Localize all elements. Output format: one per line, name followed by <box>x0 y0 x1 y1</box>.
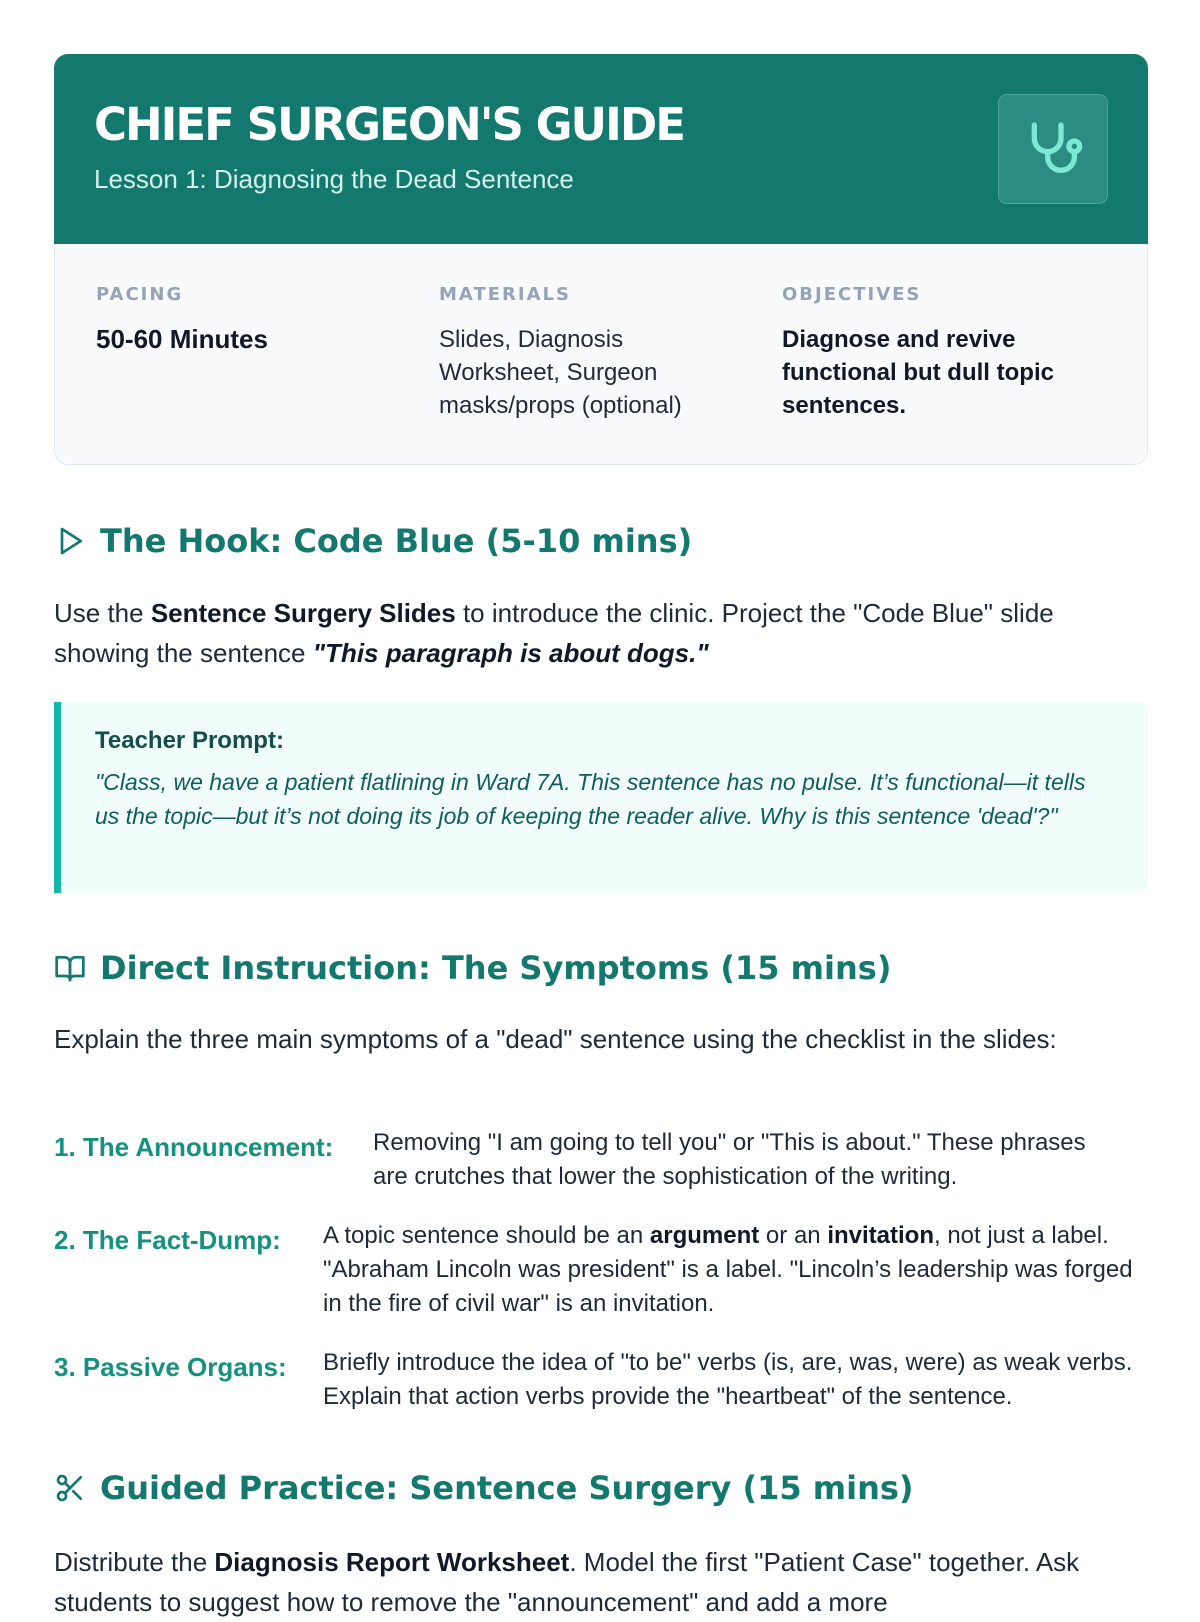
symptom-item <box>54 1346 1143 1414</box>
text: Distribute the <box>54 1547 215 1577</box>
section-heading-instruction <box>54 949 891 987</box>
meta-materials <box>439 284 729 422</box>
header-icon-box <box>998 94 1108 204</box>
practice-paragraph <box>54 1542 1154 1622</box>
lesson-header <box>54 54 1148 244</box>
play-icon <box>54 525 86 557</box>
text: , not just a label. "Abraham Lincoln was president" is a label. "Lincoln’s leadership was forged in the fire of civil war" is an invitation. <box>323 1222 1133 1317</box>
text: A topic sentence should be an <box>323 1222 650 1249</box>
symptom-label: 1. The Announcement: <box>54 1132 334 1162</box>
meta-value: Slides, Diagnosis Worksheet, Surgeon masks/props (optional) <box>439 326 682 419</box>
symptom-label: 3. Passive Organs: <box>54 1352 287 1382</box>
section-title: The Hook: Code Blue (5-10 mins) <box>100 522 693 560</box>
open-book-icon <box>54 952 86 984</box>
prompt-label: Teacher Prompt: <box>95 727 284 754</box>
text: Use the <box>54 598 151 628</box>
meta-value: Diagnose and revive functional but dull topic sentences. <box>782 326 1054 419</box>
meta-label: MATERIALS <box>439 284 571 305</box>
meta-value: 50-60 Minutes <box>96 324 268 354</box>
section-title: Guided Practice: Sentence Surgery (15 mins) <box>100 1469 914 1507</box>
example-sentence: "This paragraph is about dogs." <box>312 638 709 668</box>
section-title: Direct Instruction: The Symptoms (15 mins) <box>100 949 892 987</box>
symptom-text: Briefly introduce the idea of "to be" verbs (is, are, was, were) as weak verbs. Explain that action verbs provide the "heartbeat" of the sentence. <box>323 1349 1133 1410</box>
symptom-text: Removing "I am going to tell you" or "This is about." These phrases are crutches that lower the sophistication of the writing. <box>373 1129 1086 1190</box>
meta-label: OBJECTIVES <box>782 284 922 305</box>
meta-objectives <box>782 284 1092 422</box>
symptom-text <box>323 1219 1143 1321</box>
symptom-label: 2. The Fact-Dump: <box>54 1225 281 1255</box>
hook-paragraph <box>54 593 1154 673</box>
instruction-intro: Explain the three main symptoms of a "dead" sentence using the checklist in the slides: <box>54 1024 1057 1054</box>
meta-label: PACING <box>96 284 184 305</box>
section-heading-hook <box>54 522 692 560</box>
stethoscope-icon <box>1021 117 1085 181</box>
emphasis: invitation <box>827 1222 934 1249</box>
lesson-subtitle: Lesson 1: Diagnosing the Dead Sentence <box>94 164 574 194</box>
slides-emphasis: Sentence Surgery Slides <box>150 598 456 628</box>
text: to introduce the clinic. Project the "Code Blue" slide showing the sentence <box>54 598 1054 668</box>
symptom-item <box>54 1219 1143 1321</box>
symptom-item <box>54 1126 1123 1194</box>
text: or an <box>759 1222 828 1249</box>
text: . Model the first "Patient Case" together. Ask students to suggest how to remove the "announcement" and add a more <box>54 1547 1080 1617</box>
page-title: CHIEF SURGEON'S GUIDE <box>94 98 684 151</box>
meta-pacing <box>96 284 396 356</box>
scissors-icon <box>54 1472 86 1504</box>
lesson-meta-panel <box>54 244 1148 465</box>
worksheet-emphasis: Diagnosis Report Worksheet <box>214 1547 570 1577</box>
section-heading-practice <box>54 1469 914 1507</box>
prompt-text: "Class, we have a patient flatlining in Ward 7A. This sentence has no pulse. It’s functional—it tells us the topic—but it’s not doing its job of keeping the reader alive. Why is this sentence 'dead'?" <box>95 769 1086 829</box>
emphasis: argument <box>649 1222 760 1249</box>
teacher-prompt-callout <box>54 702 1148 893</box>
